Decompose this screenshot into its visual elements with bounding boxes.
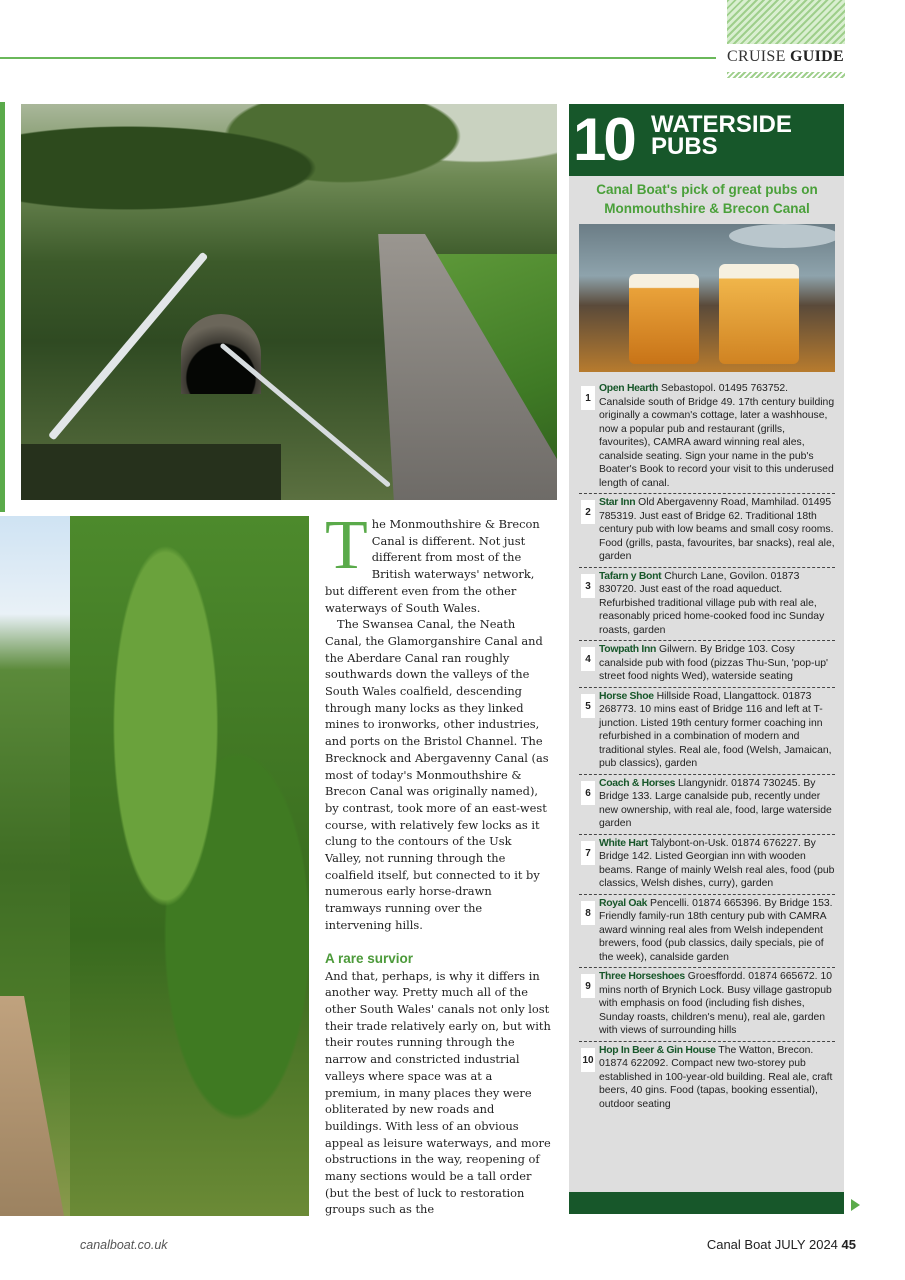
pub-number: 9 [581,974,595,998]
pub-details: Sebastopol. 01495 763752. Canalside south of Bridge 49. 17th century building originally a cowman's cottage, later a washhouse, now a popular pub and restaurant (grills, favourites), CAMRA award winning real ales, canalside seating. Sign your name in the pub's Boater's Book to record your visit to this underused length of canal. [599,383,835,489]
pub-details: Llangynidr. 01874 730245. By Bridge 133. Large canalside pub, recently under new ownership, with real ale, food, large waterside garden [599,777,832,829]
pub-entry [579,380,835,494]
pub-list [579,380,835,1114]
left-accent-bar [0,102,5,512]
pub-details: Pencelli. 01874 665396. By Bridge 153. Friendly family-run 18th century pub with CAMRA award winning real ales from Welsh independent brewers, food (pub classics, daily specials, pie of the week), canalside garden [599,897,833,963]
waterside-pubs-box [569,104,844,1214]
pub-number: 2 [581,500,595,524]
pub-name: White Hart [599,837,648,849]
pub-entry [579,775,835,835]
pub-details: Talybont-on-Usk. 01874 676227. By Bridge 142. Listed Georgian inn with wooden beams. Range of mainly Welsh real ales, food (pub classics, Welsh dishes, curry), garden [599,837,835,889]
pub-name: Horse Shoe [599,690,654,702]
header-rule [0,57,716,59]
page-number: 45 [841,1237,856,1252]
drop-cap: T [325,507,368,584]
hedgerow [70,516,309,1216]
section-label-light: CRUISE [727,48,786,65]
pub-entry [579,688,835,775]
pubs-subtitle: Canal Boat's pick of great pubs on Monmouthshire & Brecon Canal [596,182,818,216]
tree-canopy [21,104,557,264]
pub-number: 7 [581,841,595,865]
pub-details: Groesffordd. 01874 665672. 10 mins north of Brynich Lock. Busy village gastropub with emphasis on food (including fish dishes, Sunday roasts, children's menu), real ale, garden with views of surrounding hills [599,971,833,1036]
pub-details: Church Lane, Govilon. 01873 830720. Just east of the road aqueduct. Refurbished traditional village pub with real ale, reasonably priced home-cooked food inc Sunday roasts, garden [599,570,825,636]
article-paragraph-2: The Swansea Canal, the Neath Canal, the Glamorganshire Canal and the Aberdare Canal ran roughly southwards down the valleys of the South Wales coalfield, descending through many locks as they linked mines to ironworks, other industries, and ports on the Bristol Channel. The Brecknock and Abergavenny Canal (as most of today's Monmouthshire & Brecon Canal was originally named), by contrast, took more of an east-west course, with relatively few locks as it clung to the contours of the Usk Valley, not running through the coalfield itself, but connected to it by numerous early horse-drawn tramways running over the intervening hills. [325,617,549,932]
towpath-hedge-photo [0,516,309,1216]
pubs-count: 10 [573,106,634,173]
footer-website: canalboat.co.uk [80,1238,168,1252]
pub-name: Star Inn [599,497,636,508]
article-intro: he Monmouthshire & Brecon Canal is different. Not just different from most of the British waterways' network, but different even from the other waterways of South Wales. [325,517,540,615]
cwmbran-tunnel-photo [21,104,557,500]
pub-name: Hop In Beer & Gin House [599,1044,716,1056]
tunnel-portal [181,314,261,394]
pub-entry [579,895,835,969]
footer-issue: JULY 2024 [774,1237,838,1252]
footer-folio [707,1237,856,1252]
pub-number: 8 [581,901,595,925]
pub-entry [579,1042,835,1115]
pub-entry [579,568,835,642]
pub-name: Tafarn y Bont [599,570,662,582]
pub-name: Three Horseshoes [599,971,685,982]
pub-name: Royal Oak [599,897,648,909]
pub-details: Old Abergavenny Road, Mamhilad. 01495 785319. Just east of Bridge 62. Traditional 18th century pub with low beams and small cosy rooms. Food (grills, pasta, favourites, bar snacks), real ale, garden [599,497,835,562]
header-hatch-pattern [727,0,845,44]
footer-magazine: Canal Boat [706,1237,772,1252]
pub-details: The Watton, Brecon. 01874 622092. Compact new two-storey pub established in 100-year-old building. Real ale, craft beers, 40 gins. Food (tapas, booking essential), outdoor seating [599,1044,833,1110]
pub-entry [579,494,835,568]
pub-entry [579,968,835,1042]
pub-details: Hillside Road, Llangattock. 01873 268773. 10 mins east of Bridge 116 and left at T-junction. Listed 19th century former coaching inn refurbished in a combination of modern and traditional styles. Real ale, food (Welsh, Jamaican, pub classics), garden [599,690,832,769]
article-subhead: A rare survior [325,950,414,966]
section-label-underline [727,72,845,78]
beer-glass-right [719,264,799,364]
pub-name: Towpath Inn [599,644,657,655]
pubs-box-footer-bar [569,1192,844,1214]
article-body [325,507,551,1217]
beer-glasses-photo [579,224,835,372]
section-label-bold: GUIDE [790,48,844,65]
pub-entry [579,641,835,688]
continue-arrow-icon [851,1199,860,1211]
dirt-towpath [0,996,80,1216]
pub-name: Open Hearth [599,383,659,394]
pub-details: Gilwern. By Bridge 103. Cosy canalside pub with food (pizzas Thu-Sun, 'pop-up' street food nights Wed), waterside seating [599,644,829,682]
beer-glass-left [629,274,699,364]
distant-hill [729,224,835,248]
pub-number: 3 [581,574,595,598]
article-paragraph-3: And that, perhaps, is why it differs in another way. Pretty much all of the other South Wales' canals not only lost their trade relatively early on, but with their routes running through the narrow and constricted industrial valleys where space was at a premium, in many places they were obliterated by new roads and buildings. With less of an obvious appeal as leisure waterways, and more obstructions in the way, reopening of many sections would be a tall order (but the best of luck to restoration groups such as the [325,968,551,1217]
pub-number: 1 [581,386,595,410]
pubs-title-line1: WATERSIDE [651,111,792,138]
pub-number: 6 [581,781,595,805]
pub-entry [579,835,835,895]
pubs-box-header [569,104,844,176]
canal-water [21,444,281,500]
section-label [727,48,847,68]
pub-number: 4 [581,647,595,671]
pubs-title [651,111,792,160]
pubs-title-line2: PUBS [651,133,718,160]
pub-number: 5 [581,694,595,718]
pub-number: 10 [581,1048,595,1072]
pub-name: Coach & Horses [599,777,676,789]
